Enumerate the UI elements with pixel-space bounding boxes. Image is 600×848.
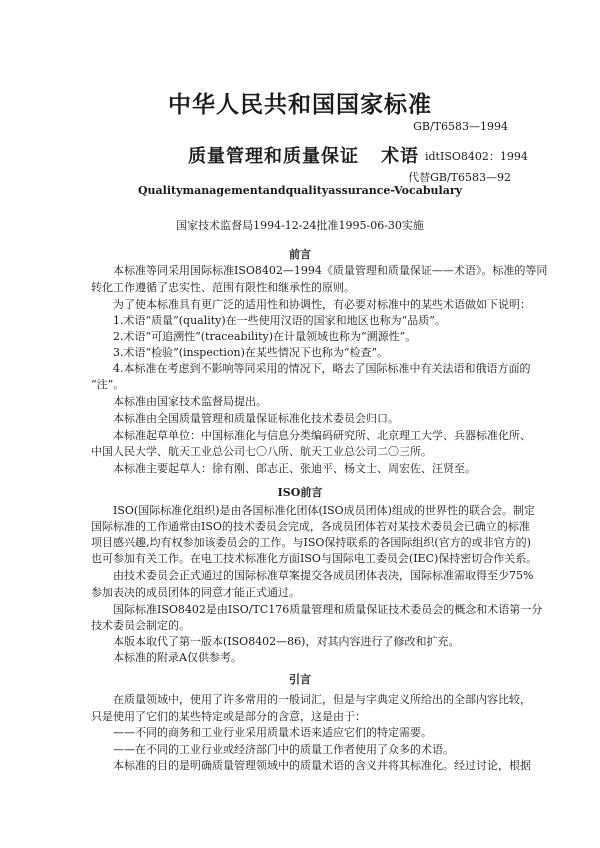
iso-foreword-line: 参加表决的成员团体的同意才能正式通过。 — [91, 586, 300, 599]
english-title: Qualitymanagementandqualityassurance-Vocabulary — [137, 184, 463, 197]
foreword-line: “注”。 — [91, 378, 125, 391]
subtitle-right: 术语 — [381, 146, 419, 167]
foreword-line: 4.本标准在考虑到不影响等同采用的情况下，略去了国际标准中有关法语和俄语方面的 — [113, 362, 531, 375]
introduction-line: 只是使用了它们的某些特定或是部分的含意，这是由于： — [91, 710, 366, 723]
introduction-line: ——在不同的工业行业或经济部门中的质量工作者使用了众多的术语。 — [113, 743, 454, 756]
introduction-heading: 引言 — [289, 673, 311, 686]
replaces-standard: 代替GB/T6583—92 — [408, 171, 511, 184]
foreword-line: 本标准由国家技术监督局提出。 — [113, 395, 267, 408]
foreword-line: 转化工作遵循了忠实性、范围有限性和继承性的原则。 — [91, 281, 355, 294]
standard-code: GB/T6583—1994 — [413, 120, 508, 133]
subtitle-left: 质量管理和质量保证 — [188, 146, 359, 167]
foreword-heading: 前言 — [289, 248, 311, 261]
iso-foreword-line: 本版本取代了第一版本(ISO8402—86)，对其内容进行了修改和扩充。 — [113, 635, 460, 648]
foreword-line: 本标准等同采用国际标准ISO8402—1994《质量管理和质量保证——术语》。标准的等同 — [113, 264, 548, 277]
foreword-line: 本标准起草单位：中国标准化与信息分类编码研究所、北京理工大学、兵器标准化所、 — [113, 429, 531, 442]
standard-main-title: 中华人民共和国国家标准 — [168, 91, 432, 118]
iso-foreword-line: 项目感兴趣,均有权参加该委员会的工作。与ISO保持联系的各国际组织(官方的或非官方的) — [91, 536, 531, 549]
introduction-line: 在质量领域中，使用了许多常用的一般词汇，但是与字典定义所给出的全部内容比较， — [113, 693, 531, 706]
iso-foreword-line: 国际标准的工作通常由ISO的技术委员会完成，各成员团体若对某技术委员会已确立的标准 — [91, 520, 530, 533]
foreword-line: 中国人民大学、航天工业总公司七〇八所、航天工业总公司二〇三所。 — [91, 445, 432, 458]
iso-foreword-line: 也可参加有关工作。在电工技术标准化方面ISO与国际电工委员会(IEC)保持密切合作关系。 — [91, 552, 538, 565]
iso-foreword-line: 由技术委员会正式通过的国际标准草案提交各成员团体表决，国际标准需取得至少75% — [113, 569, 534, 582]
introduction-line: 本标准的目的是明确质量管理领域中的质量术语的含义并将其标准化。经过讨论，根据 — [113, 759, 531, 772]
iso-foreword-line: ISO(国际标准化组织)是由各国标准化团体(ISO成员团体)组成的世界性的联合会。制定 — [113, 504, 535, 517]
iso-foreword-line: 本标准的附录A仅供参考。 — [113, 651, 242, 664]
introduction-line: ——不同的商务和工业行业采用质量术语来适应它们的特定需要。 — [113, 726, 432, 739]
foreword-line: 本标准由全国质量管理和质量保证标准化技术委员会归口。 — [113, 412, 399, 425]
idt-reference: idtISO8402：1994 — [425, 150, 528, 163]
iso-foreword-line: 技术委员会制定的。 — [91, 619, 190, 632]
foreword-line: 为了使本标准具有更广泛的适用性和协调性，有必要对标准中的某些术语做如下说明： — [113, 298, 531, 311]
foreword-line: 2.术语“可追溯性”(traceability)在计量领域也称为“溯源性”。 — [113, 330, 417, 343]
foreword-line: 3.术语“检验”(inspection)在某些情况下也称为“检查”。 — [113, 346, 389, 359]
foreword-line: 1.术语“质量”(quality)在一些使用汉语的国家和地区也称为“品质”。 — [113, 314, 446, 327]
approval-line: 国家技术监督局1994-12-24批准1995-06-30实施 — [176, 219, 424, 232]
standard-subtitle — [188, 142, 419, 168]
iso-foreword-line: 国际标准ISO8402是由ISO/TC176质量管理和质量保证技术委员会的概念和术语第一分 — [113, 603, 543, 616]
iso-foreword-heading: ISO前言 — [277, 486, 323, 499]
foreword-line: 本标准主要起草人：徐有刚、郎志正、张迪平、杨文士、周宏佐、汪贤至。 — [113, 462, 476, 475]
